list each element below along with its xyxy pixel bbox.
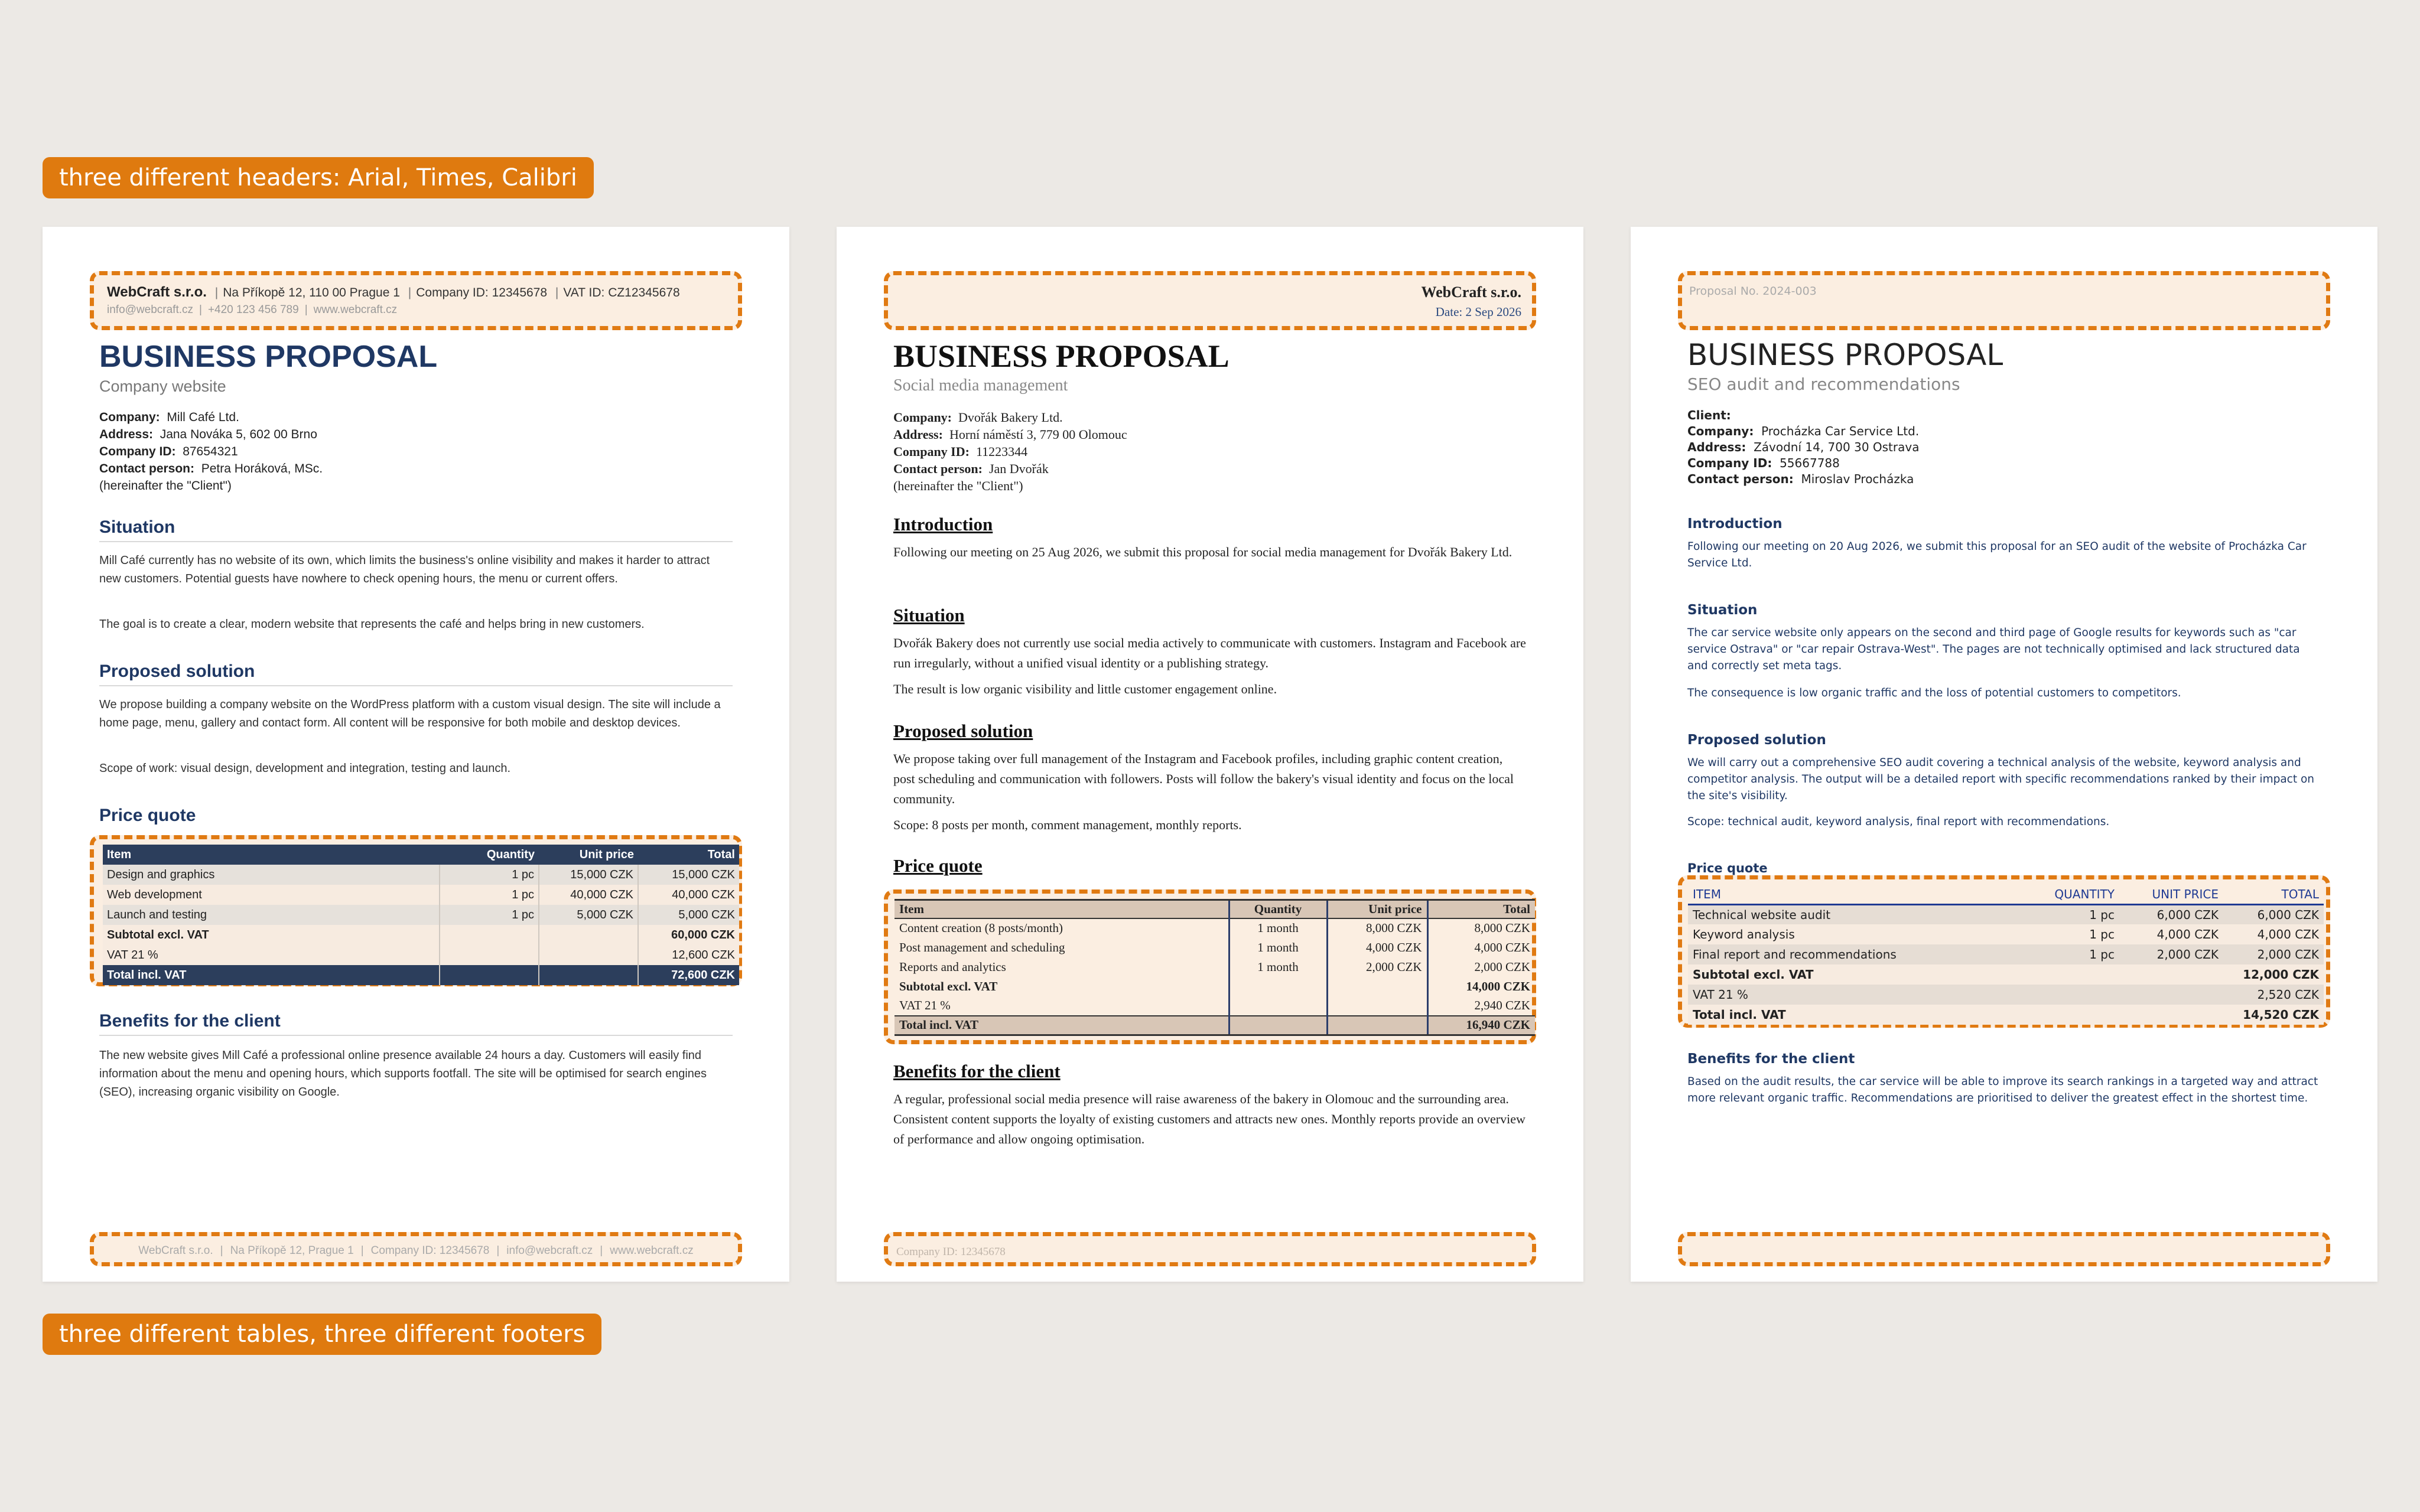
subtotal-row: Subtotal excl. VAT 60,000 CZK (103, 925, 739, 945)
solution-paragraph-1: We propose taking over full management of the Instagram and Facebook profiles, including graphic content creation, post scheduling and communication with followers. Posts will follow the bakery's visual identity and focus on the local community. (893, 751, 1514, 806)
document-title: BUSINESS PROPOSAL (1687, 338, 2003, 372)
situation-paragraph-1: Mill Café currently has no website of its own, which limits the business's online visibility and makes it harder to attract new customers. Potential guests have nowhere to check opening hours, the menu or current offers. (99, 554, 710, 585)
table-row: Keyword analysis 1 pc 4,000 CZK 4,000 CZK (1688, 924, 2324, 944)
situation-paragraph-2: The result is low organic visibility and little customer engagement online. (893, 682, 1277, 696)
section-heading-price-quote: Price quote (893, 855, 983, 876)
situation-paragraph-2: The consequence is low organic traffic and the loss of potential customers to competitors. (1687, 687, 2181, 699)
price-table-highlight (884, 889, 1536, 1044)
header-proposal-number: Proposal No. 2024-003 (1689, 285, 1817, 298)
header-line-2: info@webcraft.cz | +420 123 456 789 | www.webcraft.cz (107, 304, 398, 316)
document-subtitle: Social media management (893, 376, 1068, 395)
section-heading-proposed-solution: Proposed solution (893, 721, 1033, 741)
proposal-page-calibri (1631, 227, 2377, 1282)
vat-row: VAT 21 % 2,520 CZK (1688, 985, 2324, 1005)
section-heading-situation: Situation (99, 517, 733, 542)
table-row: Design and graphics 1 pc 15,000 CZK 15,000 CZK (103, 865, 739, 885)
section-heading-proposed-solution: Proposed solution (1687, 732, 1826, 748)
solution-paragraph-1: We will carry out a comprehensive SEO audit covering a technical analysis of the website, keyword analysis and competitor analysis. The output will be a detailed report with specific recommendations ranked by their impact on the site's visibility. (1687, 757, 2315, 802)
proposal-page-times (837, 227, 1583, 1282)
section-heading-benefits: Benefits for the client (893, 1061, 1061, 1081)
page-footer-highlight (1678, 1232, 2330, 1266)
footer-text: Company ID: 12345678 (896, 1246, 1006, 1258)
situation-paragraph-1: Dvořák Bakery does not currently use social media actively to communicate with customers. Instagram and Facebook are run irregularly, without a unified visual identity or a publishing strategy. (893, 636, 1526, 670)
table-row: Content creation (8 posts/month) 1 month 8,000 CZK 8,000 CZK (895, 918, 1535, 938)
table-row: Web development 1 pc 40,000 CZK 40,000 CZK (103, 885, 739, 905)
page-header-highlight (884, 271, 1536, 330)
document-title: BUSINESS PROPOSAL (893, 338, 1229, 374)
price-table-highlight (90, 835, 742, 986)
header-web: www.webcraft.cz (313, 304, 398, 316)
section-heading-situation: Situation (1687, 602, 1758, 618)
subtotal-row: Subtotal excl. VAT 14,000 CZK (895, 977, 1535, 996)
proposal-page-arial (43, 227, 789, 1282)
client-details: Company: Dvořák Bakery Ltd. Address: Horní náměstí 3, 779 00 Olomouc Company ID: 11223344 Contact person: Jan Dvořák (hereinafter the "Client") (893, 410, 1127, 493)
vat-row: VAT 21 % 2,940 CZK (895, 996, 1535, 1016)
document-subtitle: Company website (99, 377, 226, 395)
section-heading-introduction: Introduction (893, 514, 993, 535)
table-row: Final report and recommendations 1 pc 2,000 CZK 2,000 CZK (1688, 944, 2324, 964)
table-row: Reports and analytics 1 month 2,000 CZK 2,000 CZK (895, 957, 1535, 977)
vat-row: VAT 21 % 12,600 CZK (103, 945, 739, 965)
footer-text: WebCraft s.r.o. | Na Příkopě 12, Prague 1 | Company ID: 12345678 | info@webcraft.cz | www.webcraft.cz (138, 1244, 694, 1257)
price-table-highlight (1678, 875, 2330, 1028)
solution-paragraph-2: Scope: technical audit, keyword analysis, final report with recommendations. (1687, 816, 2110, 828)
document-title: BUSINESS PROPOSAL (99, 340, 438, 374)
total-row: Total incl. VAT 72,600 CZK (103, 965, 739, 985)
header-phone: +420 123 456 789 (207, 304, 299, 316)
total-row: Total incl. VAT 14,520 CZK (1688, 1005, 2324, 1025)
total-row: Total incl. VAT 16,940 CZK (895, 1016, 1535, 1035)
benefits-paragraph: Based on the audit results, the car service will be able to improve its search rankings in a targeted way and attract more relevant organic traffic. Recommendations are prioritised to deliver the greatest effect in the shortest time. (1687, 1076, 2318, 1104)
table-row: Technical website audit 1 pc 6,000 CZK 6,000 CZK (1688, 904, 2324, 924)
header-email: info@webcraft.cz (107, 304, 194, 316)
price-table: Item Quantity Unit price Total Design and graphics 1 pc 15,000 CZK 15,000 CZK Web development 1 pc 40,000 CZK 40,000 CZK Launch and testing 1 pc 5,000 CZK 5,000 CZK Subtotal excl. VAT 60,000 CZK VAT 21 % 12,600 CZK Total incl. VAT 72,600 CZK (103, 845, 739, 985)
introduction-paragraph: Following our meeting on 20 Aug 2026, we submit this proposal for an SEO audit of the website of Procházka Car Service Ltd. (1687, 540, 2307, 569)
header-company-name: WebCraft s.r.o. (107, 284, 207, 300)
price-table: Item Quantity Unit price Total Content creation (8 posts/month) 1 month 8,000 CZK 8,000 CZK Post management and scheduling 1 month 4,000 CZK 4,000 CZK Reports and analytics 1 month 2,000 CZK 2,000 CZK Subtotal excl. VAT 14,000 CZK VAT 21 % 2,940 CZK Total incl. VAT 16,940 CZK (895, 899, 1535, 1036)
header-company-id: Company ID: 12345678 (416, 286, 548, 299)
table-row: Post management and scheduling 1 month 4,000 CZK 4,000 CZK (895, 938, 1535, 957)
document-subtitle: SEO audit and recommendations (1687, 374, 1960, 394)
page-footer-highlight (884, 1232, 1536, 1266)
page-header-highlight (1678, 271, 2330, 330)
section-heading-introduction: Introduction (1687, 516, 1783, 532)
situation-paragraph-2: The goal is to create a clear, modern website that represents the café and helps bring in new customers. (99, 618, 645, 631)
solution-paragraph-2: Scope of work: visual design, development and integration, testing and launch. (99, 762, 510, 775)
benefits-paragraph: The new website gives Mill Café a professional online presence available 24 hours a day. Customers will easily find information about the menu and opening hours, which supports footfall. The site will be optimised for search engines (SEO), increasing organic visibility on Google. (99, 1049, 707, 1099)
header-date: Date: 2 Sep 2026 (1435, 305, 1521, 319)
benefits-paragraph: A regular, professional social media presence will raise awareness of the bakery in Olomouc and the surrounding area. Consistent content supports the loyalty of existing customers and attracts new ones. Monthly reports provide an overview of performance and allow ongoing optimisation. (893, 1091, 1525, 1146)
section-heading-benefits: Benefits for the client (99, 1011, 733, 1036)
solution-paragraph-2: Scope: 8 posts per month, comment management, monthly reports. (893, 817, 1242, 832)
client-details: Company: Mill Café Ltd. Address: Jana Nováka 5, 602 00 Brno Company ID: 87654321 Contact person: Petra Horáková, MSc. (hereinafter the "Client") (99, 410, 323, 493)
client-details: Client: Company: Procházka Car Service Ltd. Address: Závodní 14, 700 30 Ostrava Company ID: 55667788 Contact person: Miroslav Procházka (1687, 408, 1920, 486)
price-table: ITEM QUANTITY UNIT PRICE TOTAL Technical website audit 1 pc 6,000 CZK 6,000 CZK Keyword analysis 1 pc 4,000 CZK 4,000 CZK Final report and recommendations 1 pc 2,000 CZK 2,000 CZK Subtotal excl. VAT 12,000 CZK VAT 21 % 2,520 CZK Total incl. VAT 14,520 CZK (1688, 885, 2324, 1025)
page-footer-highlight (90, 1232, 742, 1266)
section-heading-proposed-solution: Proposed solution (99, 662, 733, 686)
situation-paragraph-1: The car service website only appears on the second and third page of Google results for keywords such as "car service Ostrava" or "car repair Ostrava-West". The pages are not technically optimised and lack structured data and correctly set meta tags. (1687, 627, 2300, 672)
annotation-headers-label: three different headers: Arial, Times, Calibri (43, 157, 594, 198)
introduction-paragraph: Following our meeting on 25 Aug 2026, we submit this proposal for social media management for Dvořák Bakery Ltd. (893, 545, 1512, 559)
header-company-name: WebCraft s.r.o. (1421, 284, 1521, 301)
header-address: Na Příkopě 12, 110 00 Prague 1 (223, 286, 400, 299)
subtotal-row: Subtotal excl. VAT 12,000 CZK (1688, 964, 2324, 985)
table-row: Launch and testing 1 pc 5,000 CZK 5,000 CZK (103, 905, 739, 925)
section-heading-situation: Situation (893, 605, 965, 625)
section-heading-benefits: Benefits for the client (1687, 1051, 1855, 1067)
annotation-tables-footers-label: three different tables, three different footers (43, 1314, 601, 1355)
header-vat-id: VAT ID: CZ12345678 (563, 286, 680, 299)
solution-paragraph-1: We propose building a company website on the WordPress platform with a custom visual design. The site will include a home page, menu, gallery and contact form. All content will be responsive for both mobile and desktop devices. (99, 698, 721, 729)
section-heading-price-quote: Price quote (99, 806, 196, 825)
header-line-1: WebCraft s.r.o. | Na Příkopě 12, 110 00 Prague 1 | Company ID: 12345678 | VAT ID: CZ12345678 (107, 284, 680, 300)
section-heading-price-quote: Price quote (1687, 861, 1768, 875)
page-header-highlight (90, 271, 742, 330)
